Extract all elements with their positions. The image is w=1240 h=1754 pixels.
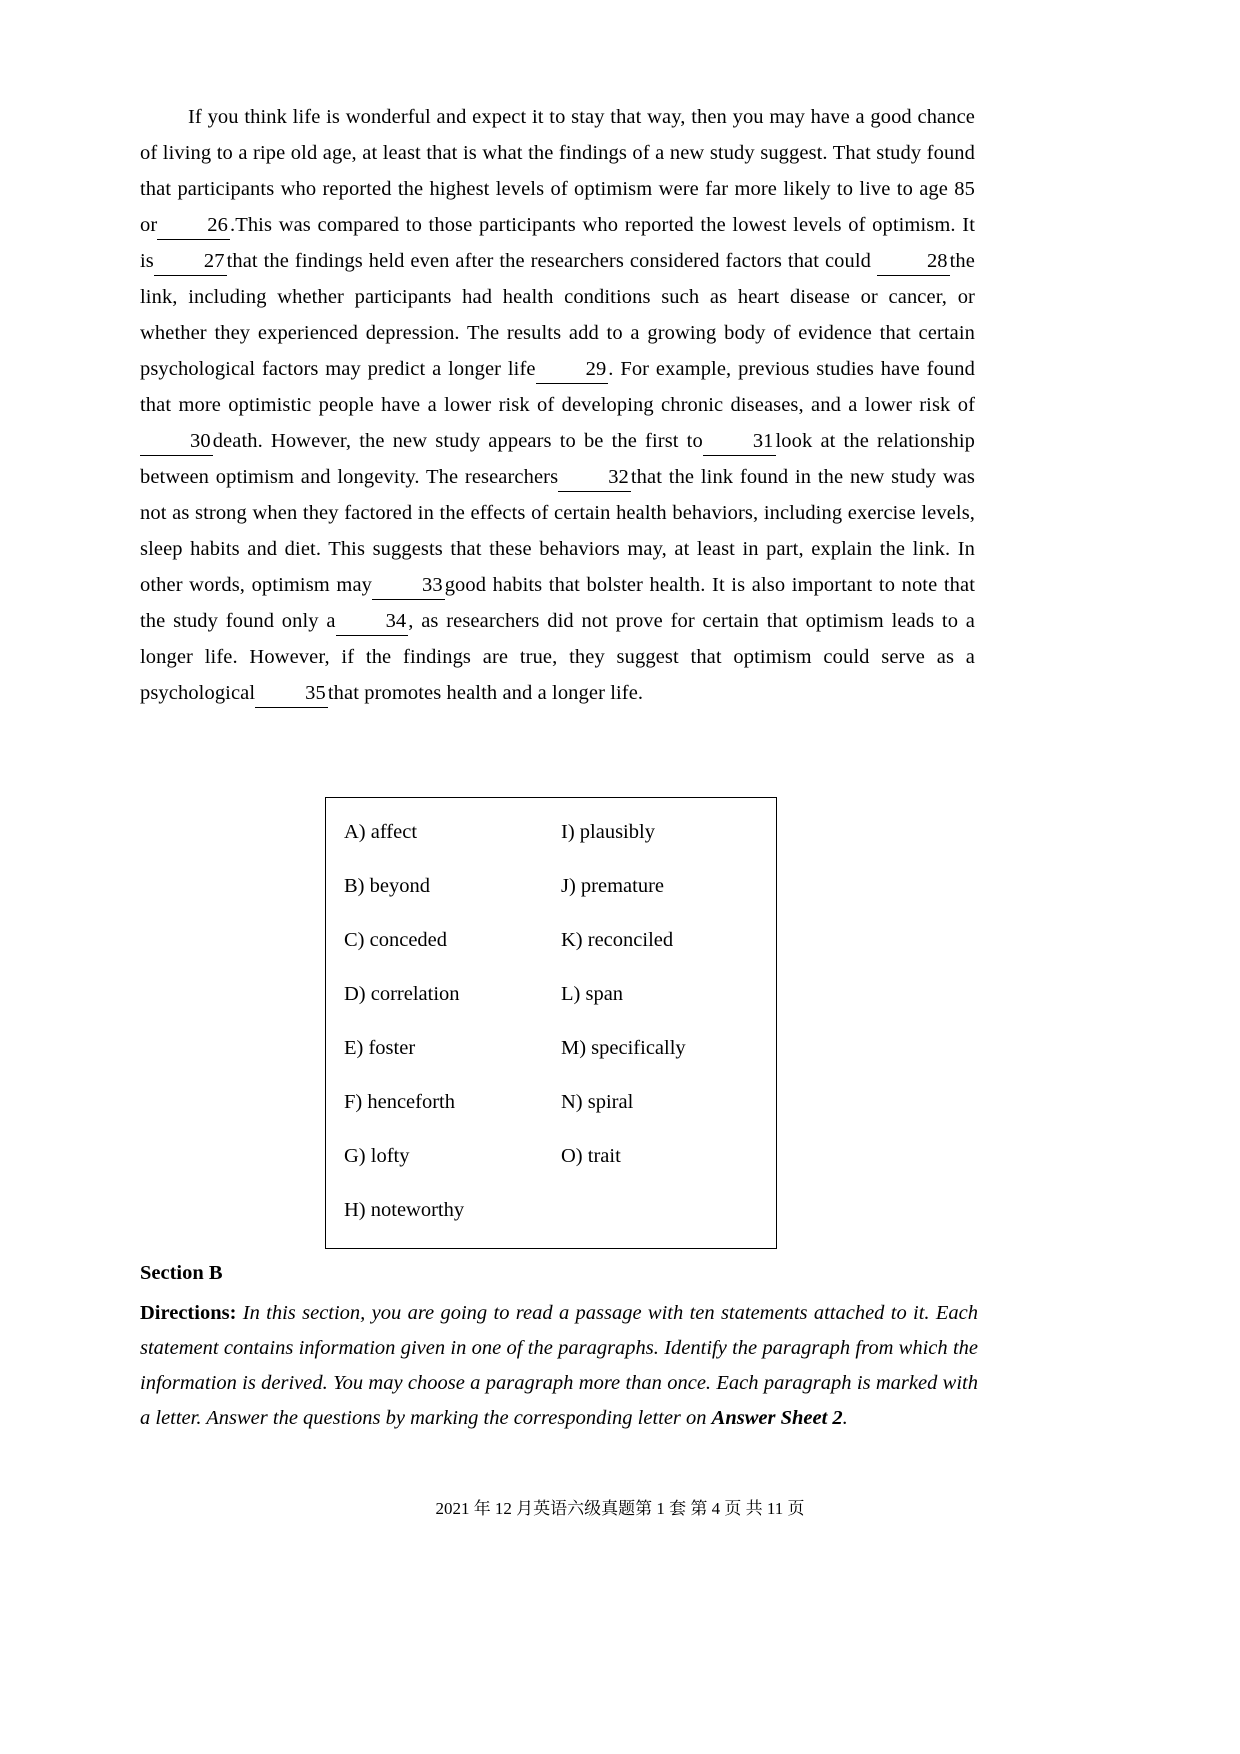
section-b-title: Section B bbox=[140, 1262, 223, 1284]
passage-text: look at the relationship between optimism and longevity. The researchers bbox=[140, 429, 975, 488]
word-bank-option[interactable]: K) reconciled bbox=[561, 929, 674, 951]
word-bank-left-column bbox=[326, 820, 551, 1224]
directions-body: In this section, you are going to read a passage with ten statements attached to it. Each statement contains information given in one of the paragraphs. Identify the paragraph from which the information is derived. You may choose a paragraph more than once. Each paragraph is marked with a letter. Answer the questions by marking the corresponding letter on bbox=[140, 1302, 979, 1429]
word-bank-option[interactable]: D) correlation bbox=[344, 983, 460, 1005]
cloze-blank-34[interactable]: 34 bbox=[336, 607, 409, 636]
word-bank-option[interactable]: B) beyond bbox=[344, 875, 430, 897]
word-bank-right-column bbox=[551, 820, 776, 1224]
word-bank-option[interactable]: I) plausibly bbox=[561, 821, 655, 843]
passage-text: that the link found in the new study was not as strong when they factored in the effects of certain health behaviors, including exercise levels, sleep habits and diet. This suggests that these behaviors may, at least in part, explain the link. In other words, optimism may bbox=[140, 465, 975, 596]
word-bank-option[interactable]: F) henceforth bbox=[344, 1091, 455, 1113]
word-bank-option[interactable]: J) premature bbox=[561, 875, 665, 897]
cloze-blank-35[interactable]: 35 bbox=[255, 679, 328, 708]
cloze-blank-31[interactable]: 31 bbox=[703, 427, 776, 456]
section-b-directions bbox=[140, 1296, 978, 1436]
cloze-blank-29[interactable]: 29 bbox=[536, 355, 609, 384]
passage-text: , as researchers did not prove for certain that optimism leads to a longer life. However, if the findings are true, they suggest that optimism could serve as a psychological bbox=[140, 609, 975, 704]
passage-container bbox=[140, 78, 975, 731]
cloze-blank-33[interactable]: 33 bbox=[372, 571, 445, 600]
passage-text: good habits that bolster health. It is also important to note that the study found only a bbox=[140, 573, 975, 632]
directions-end: . bbox=[842, 1407, 848, 1429]
word-bank-option[interactable]: O) trait bbox=[561, 1145, 621, 1167]
cloze-passage bbox=[140, 99, 975, 711]
page-footer: 2021 年 12 月英语六级真题第 1 套 第 4 页 共 11 页 bbox=[435, 1499, 805, 1518]
word-bank-container bbox=[325, 797, 777, 1249]
passage-text: .This was compared to those participants who reported the lowest levels of optimism. It is bbox=[140, 213, 975, 272]
word-bank-option[interactable]: L) span bbox=[561, 983, 624, 1005]
word-bank-option[interactable]: E) foster bbox=[344, 1037, 416, 1059]
word-bank-box bbox=[325, 797, 777, 1249]
passage-text: . For example, previous studies have found that more optimistic people have a lower risk of developing chronic diseases, and a lower risk of bbox=[140, 357, 975, 416]
cloze-blank-30[interactable]: 30 bbox=[140, 427, 213, 456]
answer-sheet-reference: Answer Sheet 2 bbox=[711, 1407, 843, 1429]
passage-text: that promotes health and a longer life. bbox=[327, 681, 644, 704]
word-bank-option[interactable]: N) spiral bbox=[561, 1091, 634, 1113]
cloze-blank-28[interactable]: 28 bbox=[877, 247, 950, 276]
word-bank-option[interactable]: M) specifically bbox=[561, 1037, 686, 1059]
directions-label: Directions: bbox=[140, 1302, 237, 1324]
passage-text: that the findings held even after the researchers considered factors that could bbox=[226, 249, 877, 272]
word-bank-option[interactable]: C) conceded bbox=[344, 929, 448, 951]
passage-text: the link, including whether participants had health conditions such as heart disease or cancer, or whether they experienced depression. The results add to a growing body of evidence that certain psychological factors may predict a longer life bbox=[140, 249, 975, 380]
section-b-container bbox=[140, 1258, 978, 1436]
word-bank-option[interactable]: G) lofty bbox=[344, 1145, 410, 1167]
cloze-blank-27[interactable]: 27 bbox=[154, 247, 227, 276]
word-bank-option[interactable]: A) affect bbox=[344, 821, 418, 843]
cloze-blank-26[interactable]: 26 bbox=[157, 211, 230, 240]
word-bank-option[interactable]: H) noteworthy bbox=[344, 1199, 465, 1221]
passage-text: death. However, the new study appears to be the first to bbox=[212, 429, 703, 452]
cloze-blank-32[interactable]: 32 bbox=[558, 463, 631, 492]
passage-text: If you think life is wonderful and expect it to stay that way, then you may have a good chance of living to a ripe old age, at least that is what the findings of a new study suggest. That study found that participants who reported the highest levels of optimism were far more likely to live to age 85 or bbox=[140, 105, 975, 236]
